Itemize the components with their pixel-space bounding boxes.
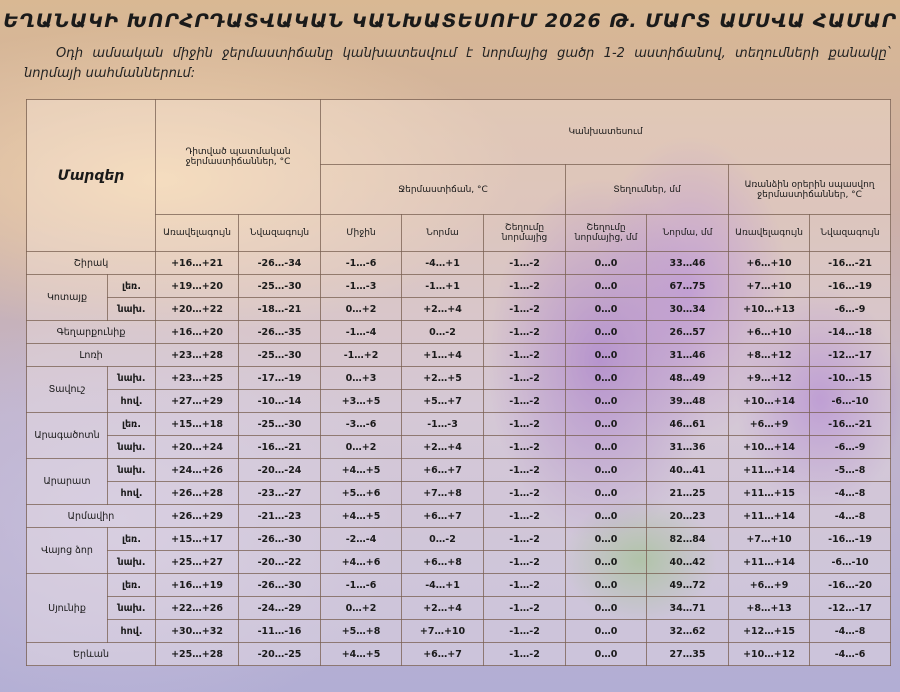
cell-ext-max: +10…+14 xyxy=(729,436,810,459)
cell-dev: -1…-2 xyxy=(484,344,566,367)
cell-obs-max: +24…+26 xyxy=(156,459,239,482)
cell-obs-min: -25…-30 xyxy=(239,275,321,298)
forecast-table xyxy=(26,99,891,666)
cell-ext-min: -16…-19 xyxy=(810,528,891,551)
cell-p-dev: 0…0 xyxy=(566,275,647,298)
cell-mean: -1…-3 xyxy=(321,275,402,298)
zone-label: լեռ. xyxy=(108,574,156,597)
cell-mean: +4…+5 xyxy=(321,643,402,666)
cell-ext-min: -14…-18 xyxy=(810,321,891,344)
zone-label: նախ. xyxy=(108,597,156,620)
cell-norm: +7…+8 xyxy=(402,482,484,505)
temperature-header: Ջերմաստիճան, °C xyxy=(321,165,566,215)
table-row xyxy=(27,551,891,574)
extreme-max-header: Առավելագույն xyxy=(729,215,810,252)
cell-dev: -1…-2 xyxy=(484,551,566,574)
cell-ext-max: +8…+13 xyxy=(729,597,810,620)
cell-p-norm: 30…34 xyxy=(647,298,729,321)
cell-p-dev: 0…0 xyxy=(566,643,647,666)
cell-mean: +4…+5 xyxy=(321,505,402,528)
mean-temperature-header: Միջին xyxy=(321,215,402,252)
cell-p-dev: 0…0 xyxy=(566,298,647,321)
cell-ext-min: -6…-9 xyxy=(810,436,891,459)
cell-obs-min: -21…-23 xyxy=(239,505,321,528)
region-name: Գեղարքունիք xyxy=(27,321,156,344)
cell-mean: -1…-6 xyxy=(321,574,402,597)
cell-p-dev: 0…0 xyxy=(566,620,647,643)
zone-label: լեռ. xyxy=(108,413,156,436)
cell-obs-min: -26…-34 xyxy=(239,252,321,275)
cell-obs-max: +16…+20 xyxy=(156,321,239,344)
cell-dev: -1…-2 xyxy=(484,413,566,436)
cell-ext-min: -12…-17 xyxy=(810,597,891,620)
cell-p-dev: 0…0 xyxy=(566,459,647,482)
cell-p-dev: 0…0 xyxy=(566,528,647,551)
cell-obs-max: +26…+28 xyxy=(156,482,239,505)
cell-dev: -1…-2 xyxy=(484,252,566,275)
cell-dev: -1…-2 xyxy=(484,505,566,528)
cell-obs-min: -11…-16 xyxy=(239,620,321,643)
cell-ext-min: -16…-19 xyxy=(810,275,891,298)
cell-mean: 0…+2 xyxy=(321,298,402,321)
cell-ext-min: -4…-8 xyxy=(810,620,891,643)
cell-obs-min: -16…-21 xyxy=(239,436,321,459)
table-row xyxy=(27,528,891,551)
cell-ext-min: -16…-21 xyxy=(810,252,891,275)
cell-norm: +2…+4 xyxy=(402,298,484,321)
cell-p-dev: 0…0 xyxy=(566,390,647,413)
cell-ext-min: -16…-20 xyxy=(810,574,891,597)
region-name: Լոռի xyxy=(27,344,156,367)
table-row xyxy=(27,505,891,528)
cell-p-norm: 27…35 xyxy=(647,643,729,666)
region-name: Երևան xyxy=(27,643,156,666)
cell-p-dev: 0…0 xyxy=(566,482,647,505)
cell-norm: +7…+10 xyxy=(402,620,484,643)
zone-label: հով. xyxy=(108,482,156,505)
cell-ext-max: +10…+13 xyxy=(729,298,810,321)
cell-ext-max: +10…+14 xyxy=(729,390,810,413)
cell-ext-max: +6…+10 xyxy=(729,252,810,275)
cell-obs-max: +22…+26 xyxy=(156,597,239,620)
zone-label: հով. xyxy=(108,390,156,413)
cell-obs-max: +20…+24 xyxy=(156,436,239,459)
cell-obs-min: -17…-19 xyxy=(239,367,321,390)
cell-ext-min: -4…-8 xyxy=(810,505,891,528)
cell-ext-min: -12…-17 xyxy=(810,344,891,367)
cell-norm: +6…+7 xyxy=(402,459,484,482)
table-row xyxy=(27,436,891,459)
region-column-header: Մարզեր xyxy=(27,100,156,252)
region-name: Արարատ xyxy=(27,459,108,505)
cell-ext-min: -6…-10 xyxy=(810,390,891,413)
cell-obs-min: -20…-22 xyxy=(239,551,321,574)
cell-p-norm: 20…23 xyxy=(647,505,729,528)
cell-mean: 0…+3 xyxy=(321,367,402,390)
cell-ext-min: -16…-21 xyxy=(810,413,891,436)
cell-obs-min: -26…-35 xyxy=(239,321,321,344)
cell-norm: 0…-2 xyxy=(402,321,484,344)
cell-mean: +4…+6 xyxy=(321,551,402,574)
zone-label: նախ. xyxy=(108,298,156,321)
region-name: Շիրակ xyxy=(27,252,156,275)
zone-label: նախ. xyxy=(108,367,156,390)
forecast-header: Կանխատեսում xyxy=(321,100,891,165)
cell-p-norm: 48…49 xyxy=(647,367,729,390)
zone-label: նախ. xyxy=(108,436,156,459)
cell-dev: -1…-2 xyxy=(484,528,566,551)
cell-ext-max: +6…+9 xyxy=(729,574,810,597)
forecast-summary: Օդի ամսական միջին ջերմաստիճանը կանխատեսվում է նորմայից ցածր 1-2 աստիճանով, տեղումների քանակը՝ նորմայի սահմաններում: xyxy=(24,46,890,81)
cell-ext-min: -5…-8 xyxy=(810,459,891,482)
table-row xyxy=(27,597,891,620)
cell-p-dev: 0…0 xyxy=(566,321,647,344)
zone-label: հով. xyxy=(108,620,156,643)
cell-p-norm: 32…62 xyxy=(647,620,729,643)
table-row xyxy=(27,413,891,436)
table-row xyxy=(27,574,891,597)
cell-dev: -1…-2 xyxy=(484,390,566,413)
table-row xyxy=(27,390,891,413)
cell-ext-min: -6…-9 xyxy=(810,298,891,321)
precipitation-norm-header: Նորմա, մմ xyxy=(647,215,729,252)
region-name: Տավուշ xyxy=(27,367,108,413)
cell-dev: -1…-2 xyxy=(484,459,566,482)
cell-ext-min: -6…-10 xyxy=(810,551,891,574)
table-row xyxy=(27,252,891,275)
cell-norm: +5…+7 xyxy=(402,390,484,413)
cell-dev: -1…-2 xyxy=(484,321,566,344)
cell-ext-max: +7…+10 xyxy=(729,275,810,298)
cell-obs-max: +23…+28 xyxy=(156,344,239,367)
expected-extremes-header: Առանձին օրերին սպասվող ջերմաստիճաններ, °C xyxy=(729,165,891,215)
zone-label: լեռ. xyxy=(108,528,156,551)
cell-mean: -1…-4 xyxy=(321,321,402,344)
cell-norm: +2…+4 xyxy=(402,597,484,620)
cell-p-norm: 40…42 xyxy=(647,551,729,574)
cell-obs-min: -25…-30 xyxy=(239,344,321,367)
cell-p-norm: 31…46 xyxy=(647,344,729,367)
precipitation-deviation-header: Շեղումը նորմայից, մմ xyxy=(566,215,647,252)
region-name: Արմավիր xyxy=(27,505,156,528)
cell-ext-min: -4…-6 xyxy=(810,643,891,666)
cell-p-norm: 31…36 xyxy=(647,436,729,459)
observed-min-header: Նվազագույն xyxy=(239,215,321,252)
cell-dev: -1…-2 xyxy=(484,597,566,620)
cell-obs-min: -10…-14 xyxy=(239,390,321,413)
zone-label: լեռ. xyxy=(108,275,156,298)
cell-dev: -1…-2 xyxy=(484,620,566,643)
forecast-table-body xyxy=(27,252,891,666)
cell-obs-min: -20…-25 xyxy=(239,643,321,666)
table-row xyxy=(27,298,891,321)
cell-obs-min: -18…-21 xyxy=(239,298,321,321)
cell-norm: +1…+4 xyxy=(402,344,484,367)
cell-obs-min: -23…-27 xyxy=(239,482,321,505)
cell-mean: +5…+8 xyxy=(321,620,402,643)
observed-temperatures-header: Դիտված պատմական ջերմաստիճաններ, °C xyxy=(156,100,321,215)
table-row xyxy=(27,620,891,643)
zone-label: նախ. xyxy=(108,551,156,574)
cell-mean: +3…+5 xyxy=(321,390,402,413)
cell-norm: +2…+4 xyxy=(402,436,484,459)
cell-p-dev: 0…0 xyxy=(566,413,647,436)
cell-obs-min: -25…-30 xyxy=(239,413,321,436)
cell-p-norm: 49…72 xyxy=(647,574,729,597)
precipitation-header: Տեղումներ, մմ xyxy=(566,165,729,215)
cell-obs-max: +15…+18 xyxy=(156,413,239,436)
cell-p-norm: 34…71 xyxy=(647,597,729,620)
cell-norm: -4…+1 xyxy=(402,252,484,275)
cell-obs-max: +27…+29 xyxy=(156,390,239,413)
cell-norm: +6…+8 xyxy=(402,551,484,574)
region-name: Արագածոտն xyxy=(27,413,108,459)
cell-ext-max: +10…+12 xyxy=(729,643,810,666)
cell-p-norm: 82…84 xyxy=(647,528,729,551)
cell-mean: -1…+2 xyxy=(321,344,402,367)
cell-obs-max: +30…+32 xyxy=(156,620,239,643)
cell-norm: -1…-3 xyxy=(402,413,484,436)
table-row xyxy=(27,459,891,482)
cell-obs-max: +26…+29 xyxy=(156,505,239,528)
cell-p-norm: 46…61 xyxy=(647,413,729,436)
page-title: ԵՂԱՆԱԿԻ ԽՈՐՀՐԴԱՏՎԱԿԱՆ ԿԱՆԽԱՏԵՍՈՒՄ 2026 Թ. ՄԱՐՏ ԱՄՍՎԱ ՀԱՄԱՐ xyxy=(3,10,897,32)
region-name: Սյունիք xyxy=(27,574,108,643)
cell-ext-max: +9…+12 xyxy=(729,367,810,390)
cell-mean: +5…+6 xyxy=(321,482,402,505)
cell-p-norm: 40…41 xyxy=(647,459,729,482)
cell-p-dev: 0…0 xyxy=(566,344,647,367)
cell-norm: +2…+5 xyxy=(402,367,484,390)
cell-ext-min: -10…-15 xyxy=(810,367,891,390)
cell-norm: -1…+1 xyxy=(402,275,484,298)
cell-p-norm: 26…57 xyxy=(647,321,729,344)
table-row xyxy=(27,275,891,298)
cell-dev: -1…-2 xyxy=(484,367,566,390)
cell-p-dev: 0…0 xyxy=(566,367,647,390)
cell-mean: 0…+2 xyxy=(321,597,402,620)
cell-obs-max: +20…+22 xyxy=(156,298,239,321)
cell-dev: -1…-2 xyxy=(484,436,566,459)
cell-mean: -1…-6 xyxy=(321,252,402,275)
cell-mean: 0…+2 xyxy=(321,436,402,459)
cell-ext-min: -4…-8 xyxy=(810,482,891,505)
cell-dev: -1…-2 xyxy=(484,298,566,321)
cell-obs-max: +25…+28 xyxy=(156,643,239,666)
table-row xyxy=(27,344,891,367)
cell-obs-max: +15…+17 xyxy=(156,528,239,551)
cell-obs-min: -26…-30 xyxy=(239,528,321,551)
cell-mean: -3…-6 xyxy=(321,413,402,436)
cell-p-norm: 21…25 xyxy=(647,482,729,505)
cell-p-dev: 0…0 xyxy=(566,505,647,528)
table-row xyxy=(27,367,891,390)
cell-ext-max: +11…+14 xyxy=(729,459,810,482)
cell-mean: -2…-4 xyxy=(321,528,402,551)
cell-norm: +6…+7 xyxy=(402,643,484,666)
cell-obs-min: -26…-30 xyxy=(239,574,321,597)
cell-p-dev: 0…0 xyxy=(566,436,647,459)
cell-p-norm: 39…48 xyxy=(647,390,729,413)
cell-obs-max: +16…+19 xyxy=(156,574,239,597)
extreme-min-header: Նվազագույն xyxy=(810,215,891,252)
cell-ext-max: +12…+15 xyxy=(729,620,810,643)
cell-p-dev: 0…0 xyxy=(566,574,647,597)
cell-ext-max: +11…+15 xyxy=(729,482,810,505)
cell-p-dev: 0…0 xyxy=(566,597,647,620)
observed-max-header: Առավելագույն xyxy=(156,215,239,252)
cell-ext-max: +6…+9 xyxy=(729,413,810,436)
cell-norm: 0…-2 xyxy=(402,528,484,551)
zone-label: նախ. xyxy=(108,459,156,482)
cell-dev: -1…-2 xyxy=(484,574,566,597)
cell-obs-max: +16…+21 xyxy=(156,252,239,275)
cell-obs-max: +19…+20 xyxy=(156,275,239,298)
cell-mean: +4…+5 xyxy=(321,459,402,482)
cell-ext-max: +8…+12 xyxy=(729,344,810,367)
cell-p-dev: 0…0 xyxy=(566,551,647,574)
region-name: Կոտայք xyxy=(27,275,108,321)
table-row xyxy=(27,321,891,344)
cell-norm: -4…+1 xyxy=(402,574,484,597)
cell-ext-max: +11…+14 xyxy=(729,551,810,574)
cell-ext-max: +11…+14 xyxy=(729,505,810,528)
table-row xyxy=(27,482,891,505)
region-name: Վայոց ձոր xyxy=(27,528,108,574)
cell-dev: -1…-2 xyxy=(484,643,566,666)
cell-norm: +6…+7 xyxy=(402,505,484,528)
cell-obs-min: -24…-29 xyxy=(239,597,321,620)
cell-obs-max: +23…+25 xyxy=(156,367,239,390)
cell-p-norm: 67…75 xyxy=(647,275,729,298)
cell-ext-max: +7…+10 xyxy=(729,528,810,551)
temperature-norm-header: Նորմա xyxy=(402,215,484,252)
cell-obs-max: +25…+27 xyxy=(156,551,239,574)
cell-dev: -1…-2 xyxy=(484,275,566,298)
cell-obs-min: -20…-24 xyxy=(239,459,321,482)
cell-ext-max: +6…+10 xyxy=(729,321,810,344)
cell-dev: -1…-2 xyxy=(484,482,566,505)
cell-p-norm: 33…46 xyxy=(647,252,729,275)
table-row xyxy=(27,643,891,666)
temperature-deviation-header: Շեղումը նորմայից xyxy=(484,215,566,252)
cell-p-dev: 0…0 xyxy=(566,252,647,275)
